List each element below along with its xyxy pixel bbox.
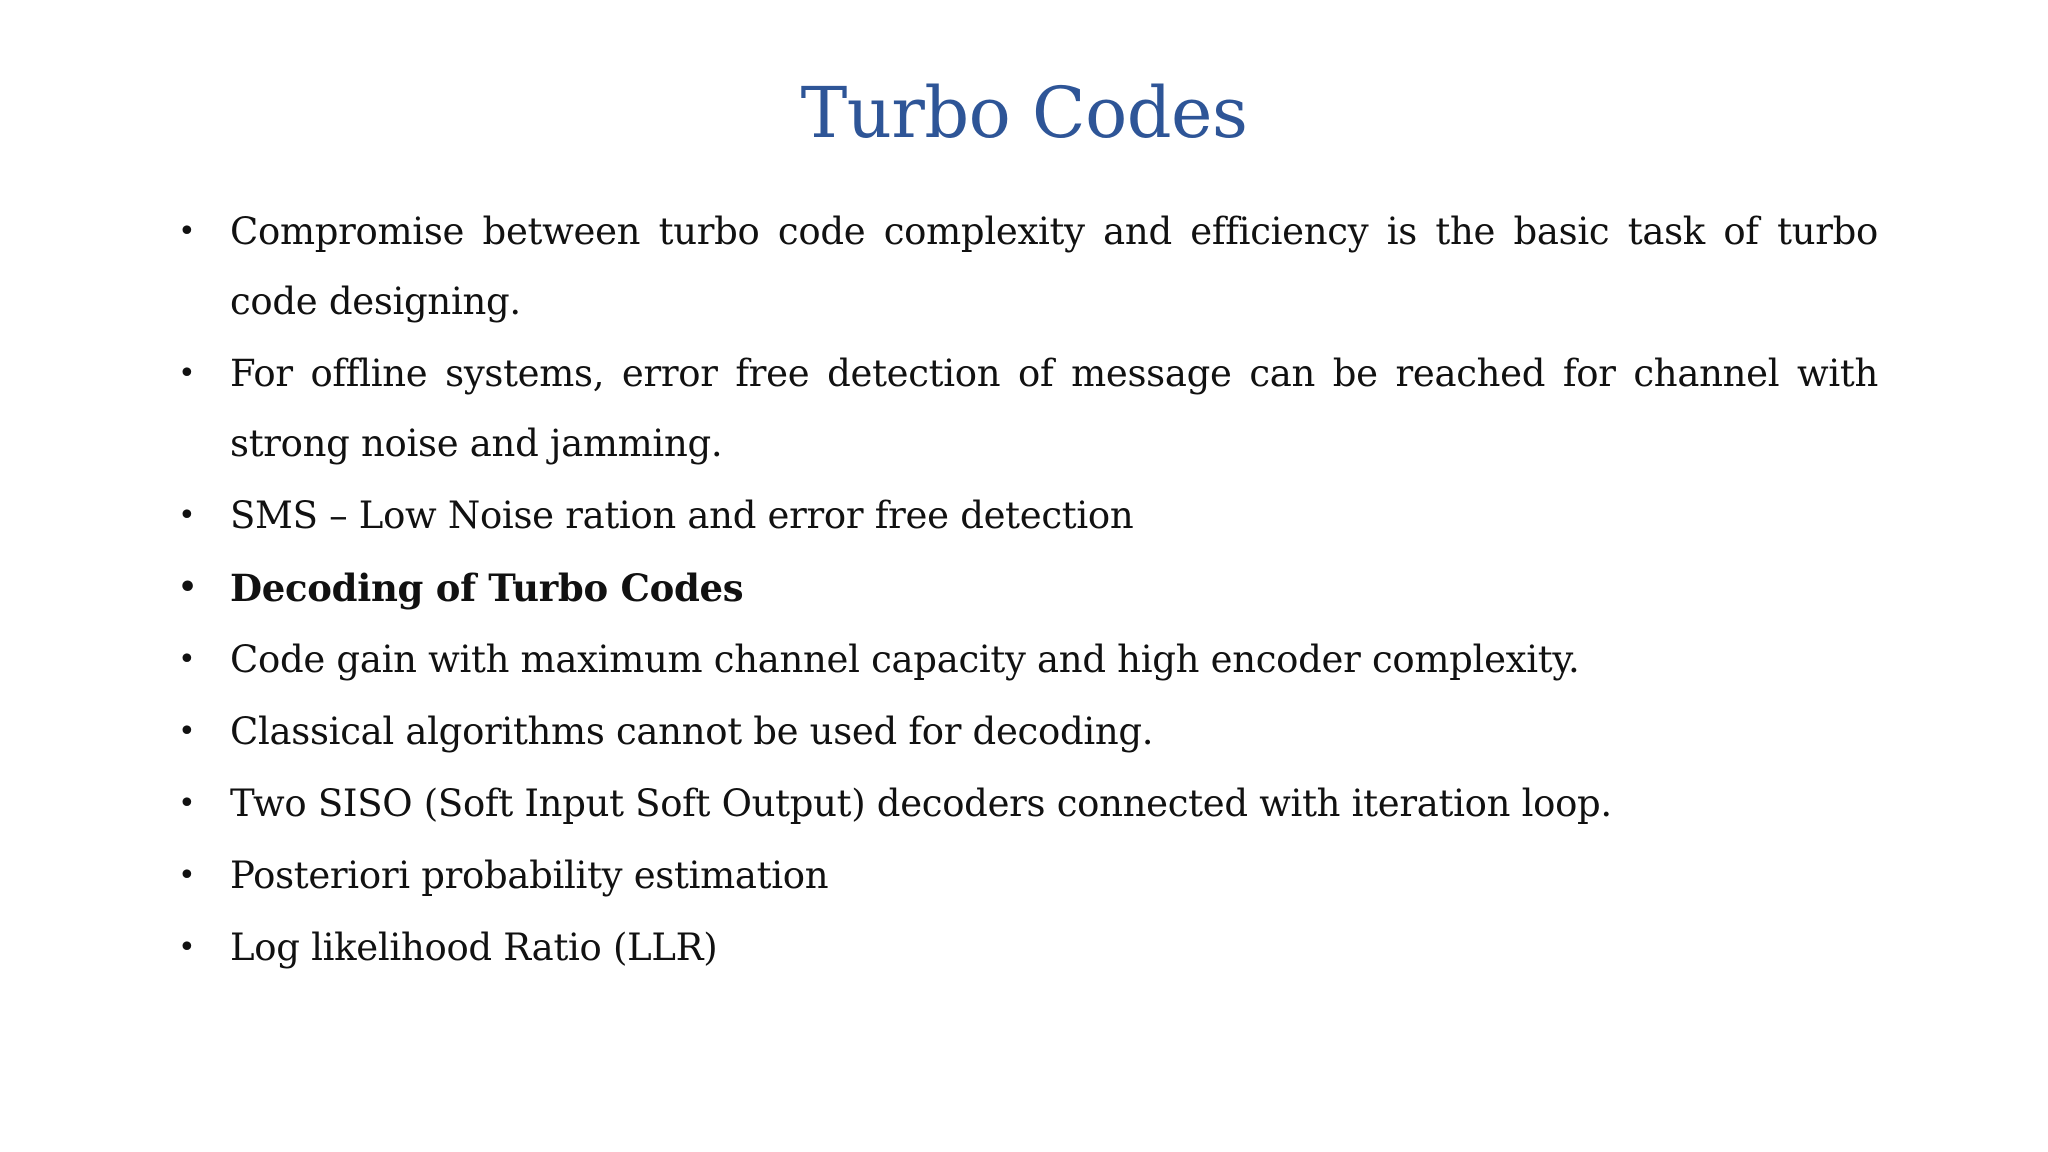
- bullet-item: [178, 339, 1878, 479]
- bullet-item: [178, 769, 1878, 839]
- bullet-item: [178, 697, 1878, 767]
- bullet-icon: •: [178, 858, 196, 893]
- bullet-item: [178, 841, 1878, 911]
- slide-title: Turbo Codes: [800, 72, 1248, 154]
- bullet-text: Decoding of Turbo Codes: [230, 566, 744, 610]
- bullet-icon: •: [178, 714, 196, 749]
- bullet-text: Log likelihood Ratio (LLR): [230, 926, 718, 969]
- bullet-item: [178, 913, 1878, 983]
- bullet-text: Classical algorithms cannot be used for decoding.: [230, 710, 1154, 753]
- bullet-icon: •: [178, 642, 196, 677]
- bullet-item: [178, 481, 1878, 551]
- bullet-item-heading: [178, 553, 1878, 623]
- bullet-icon: •: [178, 356, 196, 391]
- bullet-icon: •: [178, 498, 196, 533]
- bullet-icon: •: [178, 214, 196, 249]
- bullet-text: Posteriori probability estimation: [230, 854, 829, 897]
- bullet-icon: •: [178, 930, 196, 965]
- bullet-text: SMS – Low Noise ration and error free detection: [230, 494, 1134, 537]
- bullet-icon: •: [178, 570, 197, 605]
- bullet-list: [178, 197, 1878, 985]
- bullet-item: [178, 625, 1878, 695]
- bullet-item: [178, 197, 1878, 337]
- bullet-text: Code gain with maximum channel capacity and high encoder complexity.: [230, 638, 1580, 681]
- bullet-text: Two SISO (Soft Input Soft Output) decoders connected with iteration loop.: [230, 782, 1612, 825]
- bullet-text: For offline systems, error free detection of message can be reached for channel with strong noise and jamming.: [230, 352, 1878, 465]
- bullet-text: Compromise between turbo code complexity and efficiency is the basic task of turbo code designing.: [230, 210, 1878, 323]
- bullet-icon: •: [178, 786, 196, 821]
